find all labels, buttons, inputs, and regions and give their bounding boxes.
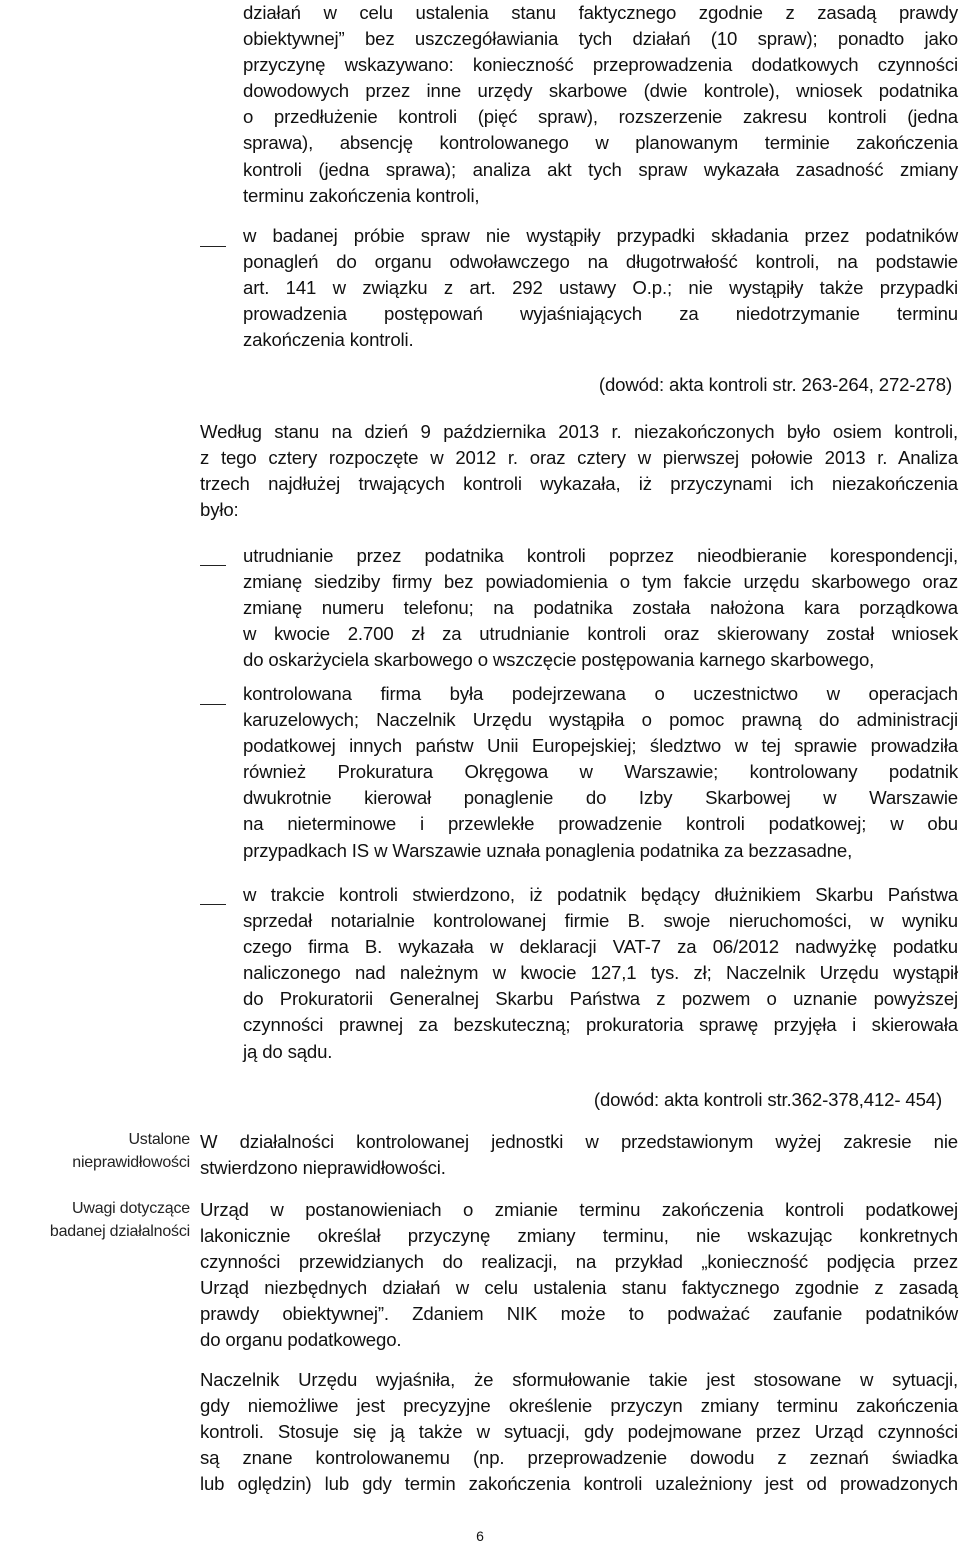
margin-label-line: nieprawidłowości xyxy=(72,1154,190,1171)
margin-label-line: Ustalone xyxy=(128,1131,190,1148)
text-line: zakończenia kontroli. xyxy=(243,329,414,351)
top-paragraph xyxy=(243,0,958,209)
text-line: są znane kontrolowanemu (np. przeprowadzenie dowodu z zeznań świadka xyxy=(200,1447,958,1469)
text-line: w trakcie kontroli stwierdzono, iż podatnik będący dłużnikiem Skarbu Państwa xyxy=(243,884,958,905)
text-line: kontrolowana firma była podejrzewana o uczestnictwo w operacjach xyxy=(243,683,958,704)
bullet-dash xyxy=(200,704,226,705)
text-line: gdy niemożliwe jest precyzyjne określenie przyczyn zmiany terminu zakończenia xyxy=(200,1395,958,1417)
text-line: ją do sądu. xyxy=(243,1040,333,1062)
evidence-reference: (dowód: akta kontroli str.362-378,412- 454) xyxy=(593,1089,942,1110)
text-line: czego firma B. wykazała w deklaracji VAT-7 za 06/2012 nadwyżkę podatku xyxy=(243,936,958,958)
text-line: czynności przewidzianych do realizacji, na przykład „konieczność podjęcia przez xyxy=(200,1251,958,1273)
bullet-carousel xyxy=(243,681,958,864)
explanation-paragraph xyxy=(200,1367,958,1497)
bullet-debtor xyxy=(243,882,958,1065)
text-line: w badanej próbie spraw nie wystąpiły przypadki składania przez podatników xyxy=(243,225,958,246)
text-line: terminu zakończenia kontroli, xyxy=(243,184,480,206)
text-line: podatkowej innych państw Unii Europejskiej; śledztwo w tej sprawie prowadziła xyxy=(243,735,958,757)
bullet-dash xyxy=(200,246,226,247)
text-line: działań w celu ustalenia stanu faktycznego zgodnie z zasadą prawdy xyxy=(243,2,958,23)
text-line: również Prokuratura Okręgowa w Warszawie; kontrolowany podatnik xyxy=(243,761,958,783)
text-line: do organu podatkowego. xyxy=(200,1329,402,1351)
text-line: Urząd niezbędnych działań w celu ustalenia stanu faktycznego zgodnie z zasadą xyxy=(200,1277,958,1299)
text-line: trzech najdłużej trwających kontroli wykazała, iż przyczynami ich niezakończenia xyxy=(200,473,958,495)
text-line: Urząd w postanowieniach o zmianie terminu zakończenia kontroli podatkowej xyxy=(200,1199,958,1220)
text-line: prawdy obiektywnej”. Zdaniem NIK może to podważać zaufanie podatników xyxy=(200,1303,958,1325)
text-line: o przedłużenie kontroli (pięć spraw), rozszerzenie zakresu kontroli (jedna xyxy=(243,106,958,128)
page-number: 6 xyxy=(476,1528,484,1544)
text-line: dowodowych przez inne urzędy skarbowe (dwie kontrole), wniosek podatnika xyxy=(243,80,958,102)
text-line: karuzelowych; Naczelnik Urzędu wystąpiła o pomoc prawną do administracji xyxy=(243,709,958,731)
margin-label-line: Uwagi dotyczące xyxy=(72,1200,190,1217)
evidence-reference: (dowód: akta kontroli str. 263-264, 272-278) xyxy=(598,374,952,395)
text-line: w kwocie 2.700 zł za utrudnianie kontroli oraz skierowany został wniosek xyxy=(243,623,958,645)
bullet-obstruction xyxy=(243,543,958,673)
bullet-dash xyxy=(200,904,226,905)
text-line: utrudnianie przez podatnika kontroli poprzez nieodbieranie korespondencji, xyxy=(243,545,958,566)
text-line: lakonicznie określał przyczynę zmiany terminu, nie wskazując konkretnych xyxy=(200,1225,958,1247)
margin-label-findings xyxy=(0,1128,190,1174)
text-line: zmianę siedziby firmy bez powiadomienia o tym fakcie urzędu skarbowego oraz xyxy=(243,571,958,593)
text-line: sprzedał notarialnie kontrolowanej firmie B. swoje nieruchomości, w wyniku xyxy=(243,910,958,932)
text-line: naliczonego nad należnym w kwocie 127,1 tys. zł; Naczelnik Urzędu wystąpił xyxy=(243,962,958,984)
remarks-paragraph xyxy=(200,1197,958,1354)
text-line: W działalności kontrolowanej jednostki w przedstawionym wyżej zakresie nie xyxy=(200,1131,958,1152)
text-line: Naczelnik Urzędu wyjaśniła, że sformułowanie takie jest stosowane w sytuacji, xyxy=(200,1369,958,1390)
text-line: Według stanu na dzień 9 października 2013 r. niezakończonych było osiem kontroli, xyxy=(200,421,958,442)
text-line: ponagleń do organu odwoławczego na długotrwałość kontroli, na podstawie xyxy=(243,251,958,273)
text-line: dwukrotnie kierował ponaglenie do Izby Skarbowej w Warszawie xyxy=(243,787,958,809)
bullet-no-reminders xyxy=(243,223,958,353)
text-line: art. 141 w związku z art. 292 ustawy O.p.; nie wystąpiły także przypadki xyxy=(243,277,958,299)
text-line: przypadkach IS w Warszawie uznała ponaglenia podatnika za bezzasadne, xyxy=(243,839,853,861)
margin-label-remarks xyxy=(0,1197,190,1243)
text-line: do oskarżyciela skarbowego o wszczęcie postępowania karnego skarbowego, xyxy=(243,649,875,671)
text-line: na nieterminowe i przewlekłe prowadzenie kontroli podatkowej; w obu xyxy=(243,813,958,835)
text-line: do Prokuratorii Generalnej Skarbu Państwa z pozwem o uznanie powyższej xyxy=(243,988,958,1010)
text-line: czynności prawnej za bezskuteczną; prokuratoria sprawę przyjęła i skierowała xyxy=(243,1014,958,1036)
margin-label-line: badanej działalności xyxy=(49,1223,190,1240)
text-line: lub oględzin) lub gdy termin zakończenia kontroli uzależniony jest od prowadzonych xyxy=(200,1473,958,1495)
text-line: kontroli (jedna sprawa); analiza akt tych spraw wykazała zasadność zmiany xyxy=(243,158,958,180)
bullet-dash xyxy=(200,565,226,566)
text-line: przyczynę wskazywano: konieczność przeprowadzenia dodatkowych czynności xyxy=(243,54,958,76)
findings-paragraph xyxy=(200,1129,958,1181)
text-line: stwierdzono nieprawidłowości. xyxy=(200,1157,446,1179)
text-line: prowadzenia postępowań wyjaśniających za niedotrzymanie terminu xyxy=(243,303,958,325)
text-line: obiektywnej” bez uszczegóławiania tych działań (10 spraw); ponadto jako xyxy=(243,28,958,50)
status-paragraph xyxy=(200,419,958,523)
text-line: było: xyxy=(200,499,239,521)
text-line: z tego cztery rozpoczęte w 2012 r. oraz cztery w pierwszej połowie 2013 r. Analiza xyxy=(200,447,958,469)
text-line: kontroli. Stosuje się ją także w sytuacji, gdy podejmowane przez Urząd czynności xyxy=(200,1421,958,1443)
text-line: zmianę numeru telefonu; na podatnika została nałożona kara porządkowa xyxy=(243,597,958,619)
text-line: sprawa), absencję kontrolowanego w planowanym terminie zakończenia xyxy=(243,132,958,154)
